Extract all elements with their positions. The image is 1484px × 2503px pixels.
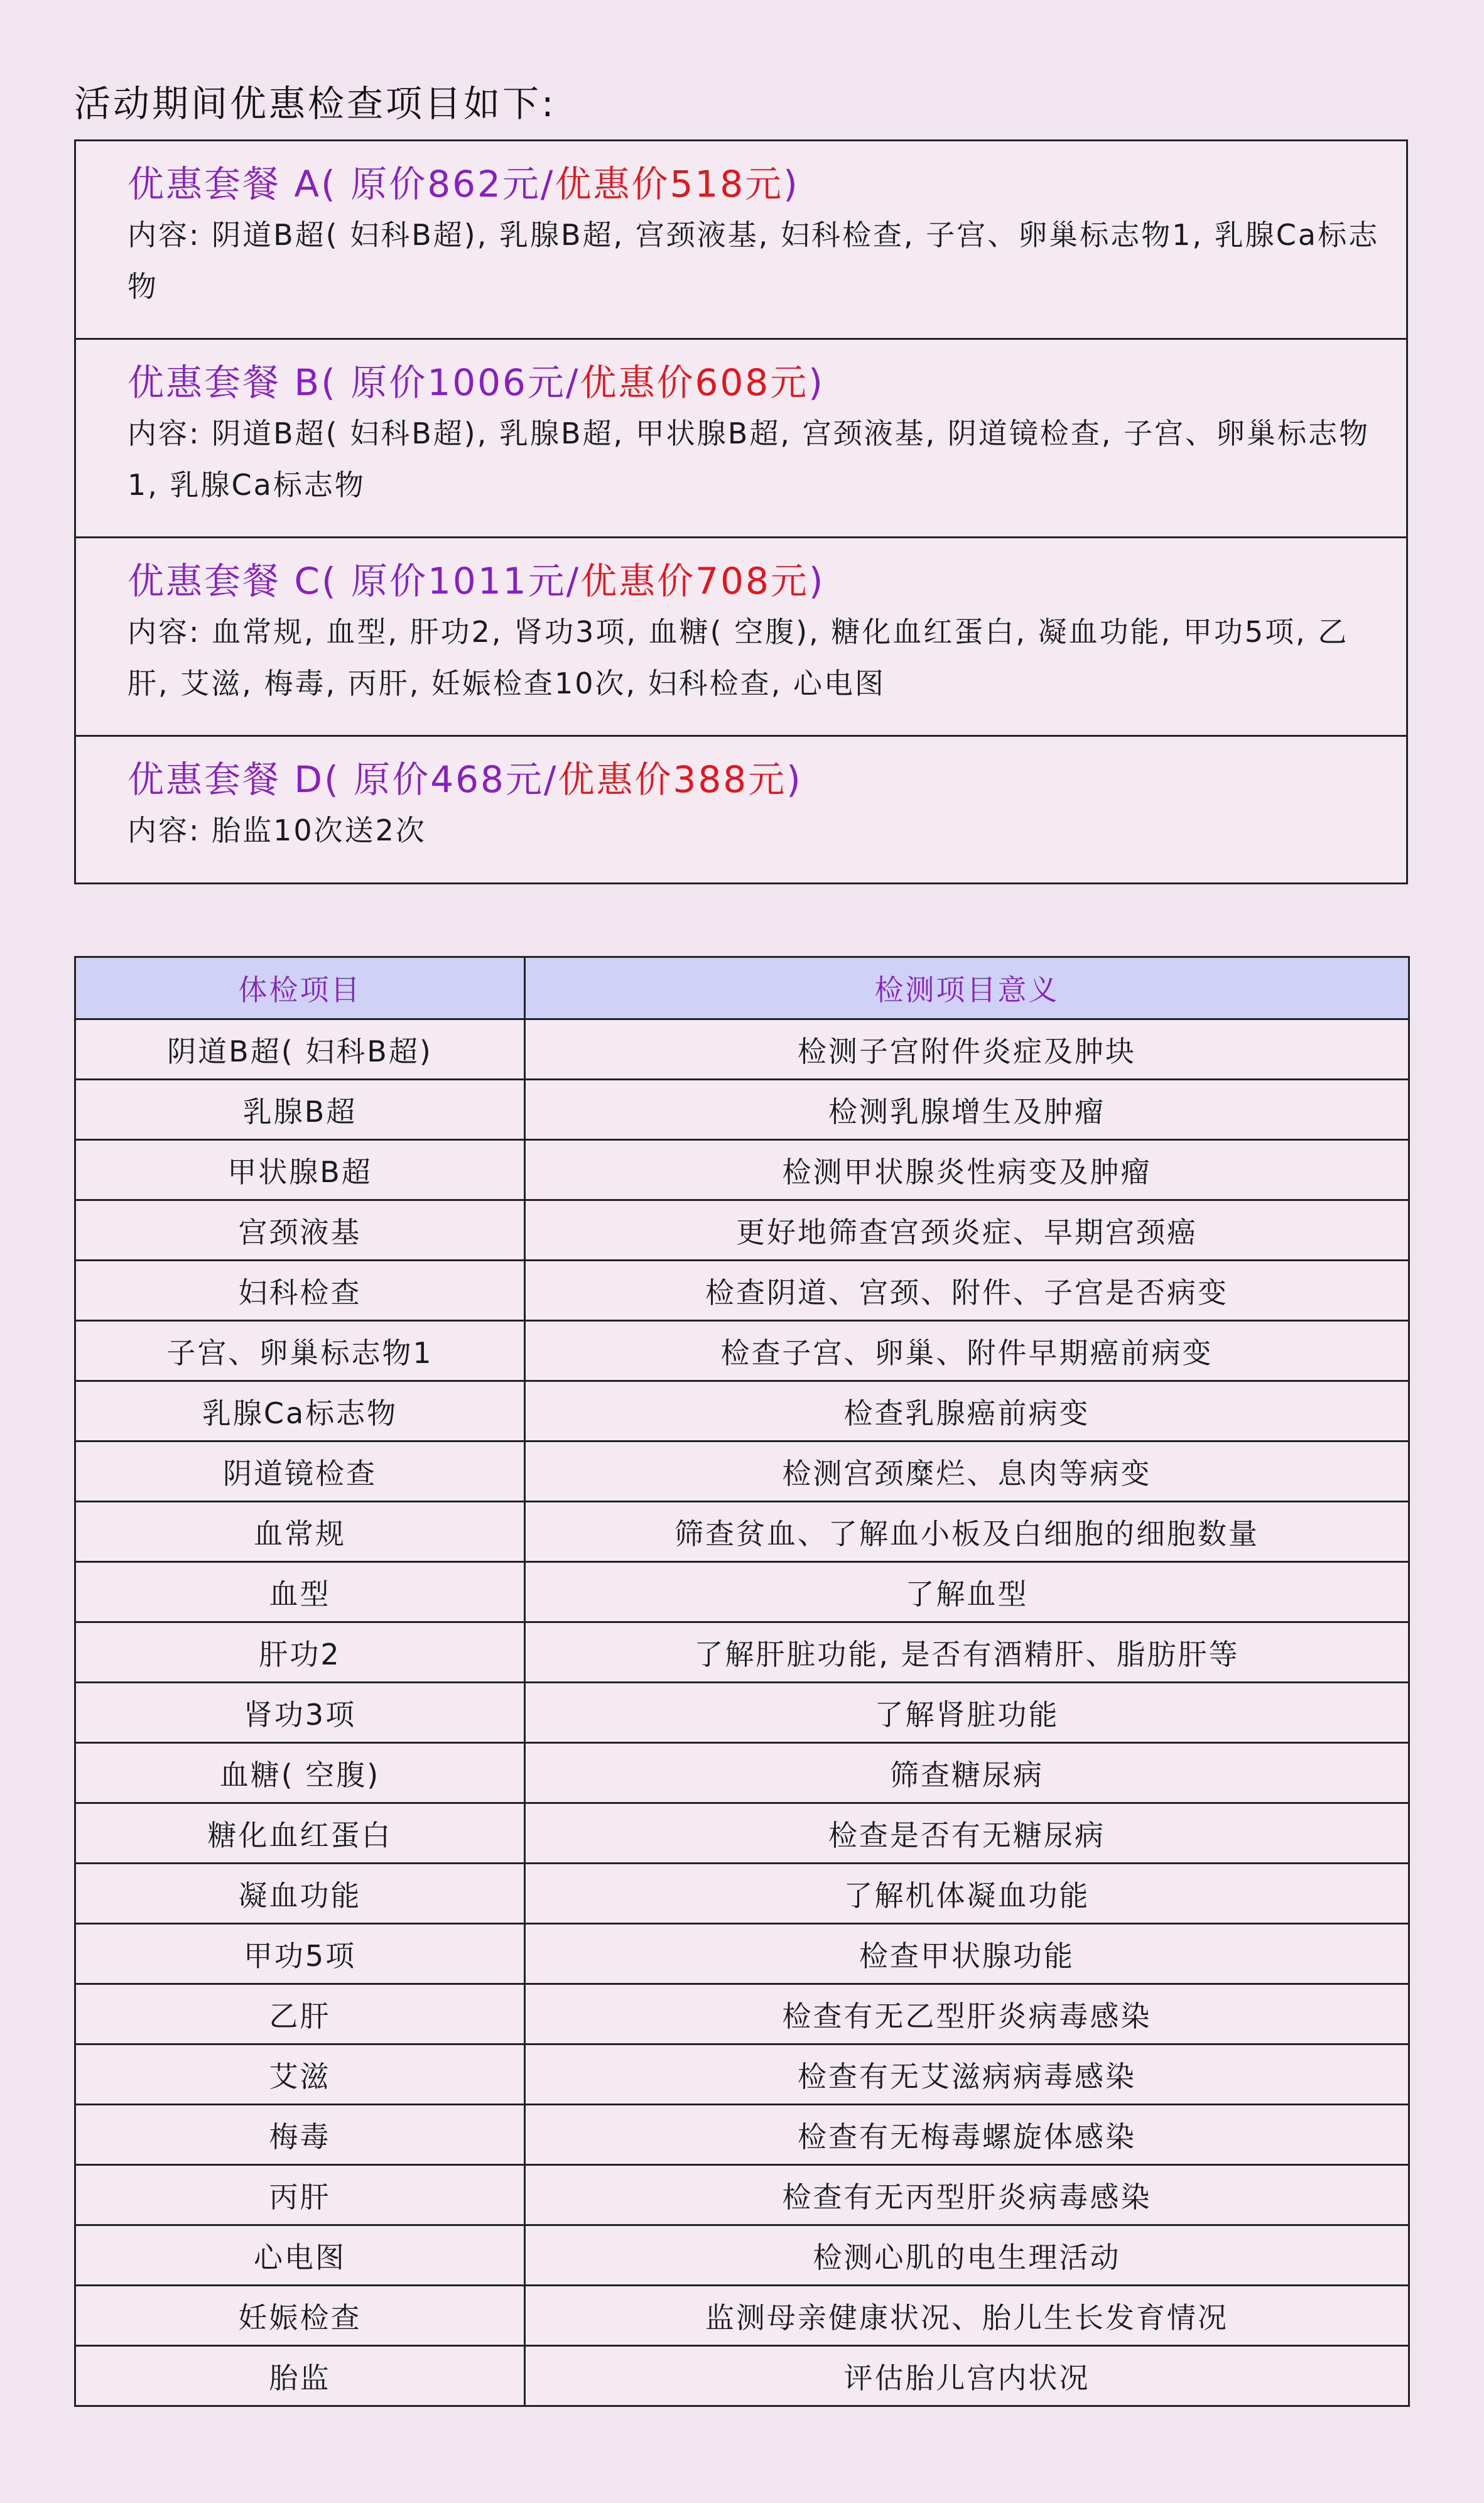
- item-meaning-cell: 监测母亲健康状况、胎儿生长发育情况: [525, 2286, 1409, 2346]
- item-meaning-cell: 了解血型: [525, 1562, 1409, 1622]
- item-meaning-cell: 了解肾脏功能: [525, 1683, 1409, 1743]
- paren-close: ): [786, 758, 803, 801]
- item-name-cell: 子宫、卵巢标志物1: [75, 1321, 525, 1381]
- package-content: 内容: 血常规, 血型, 肝功2, 肾功3项, 血糖( 空腹), 糖化血红蛋白, 凝血功能, 甲功5项, 乙肝, 艾滋, 梅毒, 丙肝, 妊娠检查10次, 妇科检查, 心电图: [127, 615, 1349, 700]
- table-row: [75, 2286, 1409, 2346]
- item-meaning-cell: 筛查糖尿病: [525, 1743, 1409, 1803]
- package-title: [127, 556, 1406, 606]
- item-name-cell: 血常规: [75, 1502, 525, 1562]
- item-name-cell: 妇科检查: [75, 1261, 525, 1321]
- discount-price: 优惠价708元: [580, 560, 809, 602]
- column-header-meaning: 检测项目意义: [525, 957, 1409, 1019]
- package-title: [127, 754, 1406, 805]
- original-price: 原价1006元/: [350, 361, 580, 404]
- package-name: 优惠套餐 C: [127, 560, 322, 602]
- paren-open: (: [321, 560, 338, 602]
- package-name: 优惠套餐 A: [127, 163, 322, 205]
- discount-price: 优惠价518元: [555, 163, 784, 205]
- item-meaning-cell: 了解肝脏功能, 是否有酒精肝、脂肪肝等: [525, 1622, 1409, 1683]
- discount-price: 优惠价388元: [558, 758, 787, 801]
- item-name-cell: 阴道B超( 妇科B超): [75, 1019, 525, 1080]
- table-row: [75, 1080, 1409, 1140]
- item-name-cell: 血型: [75, 1562, 525, 1622]
- table-row: [75, 1442, 1409, 1502]
- item-name-cell: 血糖( 空腹): [75, 1743, 525, 1803]
- item-meaning-cell: 检测宫颈糜烂、息肉等病变: [525, 1442, 1409, 1502]
- package-content: 内容: 阴道B超( 妇科B超), 乳腺B超, 宫颈液基, 妇科检查, 子宫、卵巢标志物1, 乳腺Ca标志物: [127, 218, 1380, 303]
- item-meaning-cell: 检查甲状腺功能: [525, 1924, 1409, 1984]
- table-body: [75, 1019, 1409, 2406]
- package-a: [76, 141, 1406, 340]
- table-row: [75, 1924, 1409, 1984]
- item-name-cell: 乳腺B超: [75, 1080, 525, 1140]
- item-meaning-cell: 检查有无丙型肝炎病毒感染: [525, 2165, 1409, 2225]
- item-meaning-cell: 检查子宫、卵巢、附件早期癌前病变: [525, 1321, 1409, 1381]
- item-name-cell: 糖化血红蛋白: [75, 1803, 525, 1864]
- table-row: [75, 1743, 1409, 1803]
- original-price: 原价862元/: [350, 163, 555, 205]
- item-name-cell: 甲功5项: [75, 1924, 525, 1984]
- checkup-items-table: [74, 956, 1410, 2407]
- table-header-row: [75, 957, 1409, 1019]
- item-name-cell: 心电图: [75, 2225, 525, 2286]
- item-meaning-cell: 检查乳腺癌前病变: [525, 1381, 1409, 1442]
- package-d: [76, 737, 1406, 882]
- item-meaning-cell: 检查有无梅毒螺旋体感染: [525, 2105, 1409, 2165]
- table-row: [75, 2044, 1409, 2105]
- original-price: 原价1011元/: [351, 560, 581, 602]
- item-meaning-cell: 检测心肌的电生理活动: [525, 2225, 1409, 2286]
- item-name-cell: 梅毒: [75, 2105, 525, 2165]
- item-meaning-cell: 检测甲状腺炎性病变及肿瘤: [525, 1140, 1409, 1200]
- table-row: [75, 1381, 1409, 1442]
- paren-open: (: [321, 163, 337, 205]
- paren-close: ): [808, 560, 825, 602]
- table-row: [75, 1019, 1409, 1080]
- item-meaning-cell: 了解机体凝血功能: [525, 1864, 1409, 1924]
- item-name-cell: 宫颈液基: [75, 1200, 525, 1261]
- table-row: [75, 1200, 1409, 1261]
- table-row: [75, 1502, 1409, 1562]
- table-row: [75, 1261, 1409, 1321]
- item-meaning-cell: 检查有无艾滋病病毒感染: [525, 2044, 1409, 2105]
- package-name: 优惠套餐 D: [127, 758, 325, 801]
- item-meaning-cell: 检查有无乙型肝炎病毒感染: [525, 1984, 1409, 2044]
- original-price: 原价468元/: [354, 758, 558, 801]
- item-meaning-cell: 检查阴道、宫颈、附件、子宫是否病变: [525, 1261, 1409, 1321]
- packages-box: [74, 139, 1408, 884]
- item-name-cell: 乳腺Ca标志物: [75, 1381, 525, 1442]
- paren-close: ): [783, 163, 799, 205]
- package-c: [76, 538, 1406, 737]
- item-name-cell: 妊娠检查: [75, 2286, 525, 2346]
- table-row: [75, 1803, 1409, 1864]
- item-name-cell: 阴道镜检查: [75, 1442, 525, 1502]
- package-content: 内容: 胎监10次送2次: [127, 813, 426, 847]
- page-heading: 活动期间优惠检查项目如下:: [74, 82, 556, 125]
- package-name: 优惠套餐 B: [127, 361, 322, 404]
- table-row: [75, 2165, 1409, 2225]
- paren-open: (: [324, 758, 340, 801]
- table-row: [75, 2105, 1409, 2165]
- package-content: 内容: 阴道B超( 妇科B超), 乳腺B超, 甲状腺B超, 宫颈液基, 阴道镜检查, 子宫、卵巢标志物1, 乳腺Ca标志物: [127, 416, 1370, 502]
- item-name-cell: 肝功2: [75, 1622, 525, 1683]
- item-meaning-cell: 更好地筛查宫颈炎症、早期宫颈癌: [525, 1200, 1409, 1261]
- item-meaning-cell: 评估胎儿宫内状况: [525, 2346, 1409, 2406]
- package-b: [76, 340, 1406, 538]
- item-meaning-cell: 检测子宫附件炎症及肿块: [525, 1019, 1409, 1080]
- table-row: [75, 2225, 1409, 2286]
- item-name-cell: 胎监: [75, 2346, 525, 2406]
- item-name-cell: 肾功3项: [75, 1683, 525, 1743]
- discount-price: 优惠价608元: [580, 361, 809, 404]
- paren-open: (: [321, 361, 337, 404]
- column-header-item: 体检项目: [75, 957, 525, 1019]
- item-meaning-cell: 检查是否有无糖尿病: [525, 1803, 1409, 1864]
- table-row: [75, 1622, 1409, 1683]
- package-title: [127, 357, 1406, 408]
- table-row: [75, 1984, 1409, 2044]
- item-meaning-cell: 检测乳腺增生及肿瘤: [525, 1080, 1409, 1140]
- table-row: [75, 2346, 1409, 2406]
- item-meaning-cell: 筛查贫血、了解血小板及白细胞的细胞数量: [525, 1502, 1409, 1562]
- item-name-cell: 凝血功能: [75, 1864, 525, 1924]
- item-name-cell: 乙肝: [75, 1984, 525, 2044]
- item-name-cell: 艾滋: [75, 2044, 525, 2105]
- package-title: [127, 159, 1406, 209]
- table-row: [75, 1140, 1409, 1200]
- item-name-cell: 丙肝: [75, 2165, 525, 2225]
- item-name-cell: 甲状腺B超: [75, 1140, 525, 1200]
- table-row: [75, 1321, 1409, 1381]
- table-row: [75, 1683, 1409, 1743]
- table-row: [75, 1562, 1409, 1622]
- table-row: [75, 1864, 1409, 1924]
- paren-close: ): [808, 361, 825, 404]
